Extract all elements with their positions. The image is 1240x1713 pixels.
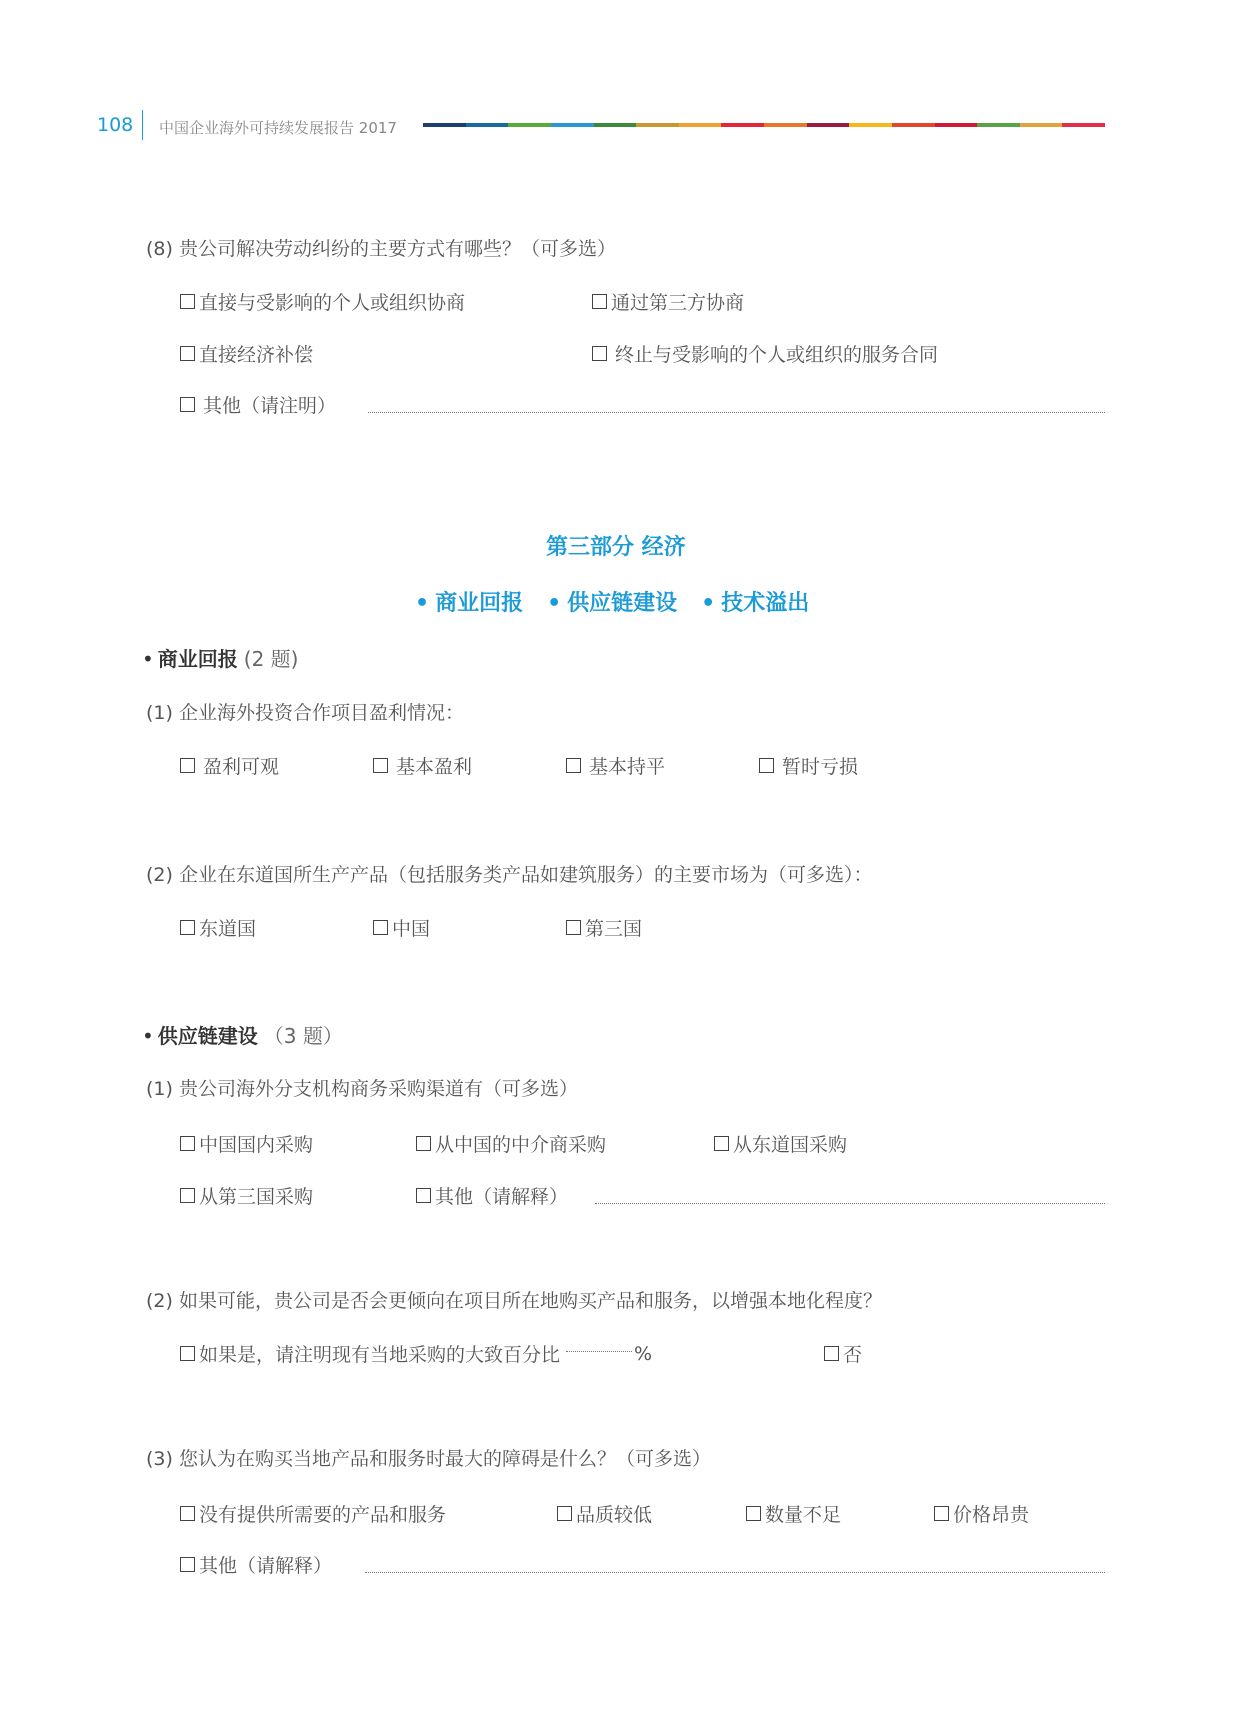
checkbox[interactable] bbox=[746, 1506, 761, 1521]
option[interactable] bbox=[592, 340, 938, 367]
color-bar-segment bbox=[977, 123, 1020, 127]
section-title: 第三部分 经济 bbox=[546, 535, 686, 560]
checkbox[interactable] bbox=[416, 1136, 431, 1151]
color-bar-segment bbox=[466, 123, 509, 127]
question: (2) 如果可能，贵公司是否会更倾向在项目所在地购买产品和服务，以增强本地化程度？ bbox=[146, 1290, 882, 1312]
option[interactable]: 基本持平 bbox=[566, 752, 665, 779]
checkbox[interactable] bbox=[416, 1188, 431, 1203]
checkbox[interactable] bbox=[180, 397, 195, 412]
option[interactable] bbox=[180, 340, 313, 367]
option-other[interactable] bbox=[180, 391, 336, 418]
checkbox[interactable] bbox=[373, 758, 388, 773]
option-label: 直接与受影响的个人或组织协商 bbox=[199, 292, 466, 314]
subsection-heading: • 供应链建设 （3 题） bbox=[142, 1024, 343, 1048]
question: (1) 贵公司海外分支机构商务采购渠道有（可多选） bbox=[146, 1078, 578, 1100]
checkbox[interactable] bbox=[824, 1346, 839, 1361]
color-bar-segment bbox=[679, 123, 722, 127]
fill-in-line[interactable] bbox=[595, 1203, 1105, 1204]
option[interactable]: 第三国 bbox=[566, 914, 642, 941]
option-label: 终止与受影响的个人或组织的服务合同 bbox=[615, 344, 939, 366]
option[interactable]: 暂时亏损 bbox=[759, 752, 858, 779]
checkbox[interactable] bbox=[180, 346, 195, 361]
checkbox[interactable] bbox=[180, 1506, 195, 1521]
option[interactable] bbox=[180, 288, 465, 315]
color-bar-segment bbox=[764, 123, 807, 127]
fill-in-line[interactable] bbox=[368, 412, 1105, 413]
header-separator bbox=[142, 110, 143, 140]
option[interactable]: 中国国内采购 bbox=[180, 1130, 313, 1157]
page-number: 108 bbox=[97, 114, 134, 136]
question: (3) 您认为在购买当地产品和服务时最大的障碍是什么？（可多选） bbox=[146, 1448, 711, 1470]
checkbox[interactable] bbox=[557, 1506, 572, 1521]
option[interactable]: 基本盈利 bbox=[373, 752, 472, 779]
option-other[interactable]: 其他（请解释） bbox=[416, 1182, 568, 1209]
option[interactable]: 从东道国采购 bbox=[714, 1130, 847, 1157]
option[interactable]: 中国 bbox=[373, 914, 430, 941]
color-bar-segment bbox=[636, 123, 679, 127]
checkbox[interactable] bbox=[180, 1557, 195, 1572]
option-other[interactable]: 其他（请解释） bbox=[180, 1551, 332, 1578]
color-bar-segment bbox=[551, 123, 594, 127]
checkbox[interactable] bbox=[373, 920, 388, 935]
report-title: 中国企业海外可持续发展报告 2017 bbox=[159, 119, 397, 137]
checkbox[interactable] bbox=[180, 294, 195, 309]
color-bar-segment bbox=[935, 123, 978, 127]
color-bar-segment bbox=[849, 123, 892, 127]
checkbox[interactable] bbox=[180, 758, 195, 773]
question-8: (8) 贵公司解决劳动纠纷的主要方式有哪些？（可多选） bbox=[146, 238, 616, 260]
question: (2) 企业在东道国所生产产品（包括服务类产品如建筑服务）的主要市场为（可多选）： bbox=[146, 864, 873, 886]
color-bar-segment bbox=[892, 123, 935, 127]
color-bar-segment bbox=[1020, 123, 1063, 127]
option[interactable]: 盈利可观 bbox=[180, 752, 279, 779]
checkbox[interactable] bbox=[180, 1188, 195, 1203]
option-no[interactable]: 否 bbox=[824, 1340, 862, 1367]
section-subnav bbox=[415, 586, 833, 617]
subnav-item: • 商业回报 bbox=[415, 591, 524, 616]
option[interactable]: 数量不足 bbox=[746, 1500, 841, 1527]
subnav-item: • 供应链建设 bbox=[547, 591, 678, 616]
option[interactable]: 价格昂贵 bbox=[934, 1500, 1029, 1527]
checkbox[interactable] bbox=[592, 346, 607, 361]
fill-in-line[interactable] bbox=[365, 1572, 1105, 1573]
color-bar-segment bbox=[1062, 123, 1105, 127]
option-label: 直接经济补偿 bbox=[199, 344, 314, 366]
checkbox[interactable] bbox=[759, 758, 774, 773]
option[interactable]: 没有提供所需要的产品和服务 bbox=[180, 1500, 446, 1527]
option[interactable]: 从第三国采购 bbox=[180, 1182, 313, 1209]
option-label: 其他（请注明） bbox=[203, 395, 337, 417]
option[interactable]: 从中国的中介商采购 bbox=[416, 1130, 606, 1157]
color-bar-segment bbox=[807, 123, 850, 127]
checkbox[interactable] bbox=[714, 1136, 729, 1151]
question: (1) 企业海外投资合作项目盈利情况： bbox=[146, 702, 464, 724]
checkbox[interactable] bbox=[180, 920, 195, 935]
checkbox[interactable] bbox=[566, 758, 581, 773]
option-label: 通过第三方协商 bbox=[611, 292, 745, 314]
checkbox[interactable] bbox=[566, 920, 581, 935]
checkbox[interactable] bbox=[934, 1506, 949, 1521]
color-bar-segment bbox=[423, 123, 466, 127]
option[interactable] bbox=[592, 288, 744, 315]
color-bar-segment bbox=[721, 123, 764, 127]
color-bar-segment bbox=[508, 123, 551, 127]
checkbox[interactable] bbox=[592, 294, 607, 309]
percent-fill-in[interactable] bbox=[566, 1351, 632, 1352]
color-bar-segment bbox=[594, 123, 637, 127]
option[interactable]: 品质较低 bbox=[557, 1500, 652, 1527]
subsection-heading: • 商业回报 (2 题) bbox=[142, 647, 299, 671]
option-yes[interactable]: 如果是，请注明现有当地采购的大致百分比 % bbox=[180, 1340, 652, 1367]
checkbox[interactable] bbox=[180, 1346, 195, 1361]
checkbox[interactable] bbox=[180, 1136, 195, 1151]
subnav-item: • 技术溢出 bbox=[701, 591, 810, 616]
option[interactable]: 东道国 bbox=[180, 914, 256, 941]
header-color-bar bbox=[423, 123, 1105, 127]
